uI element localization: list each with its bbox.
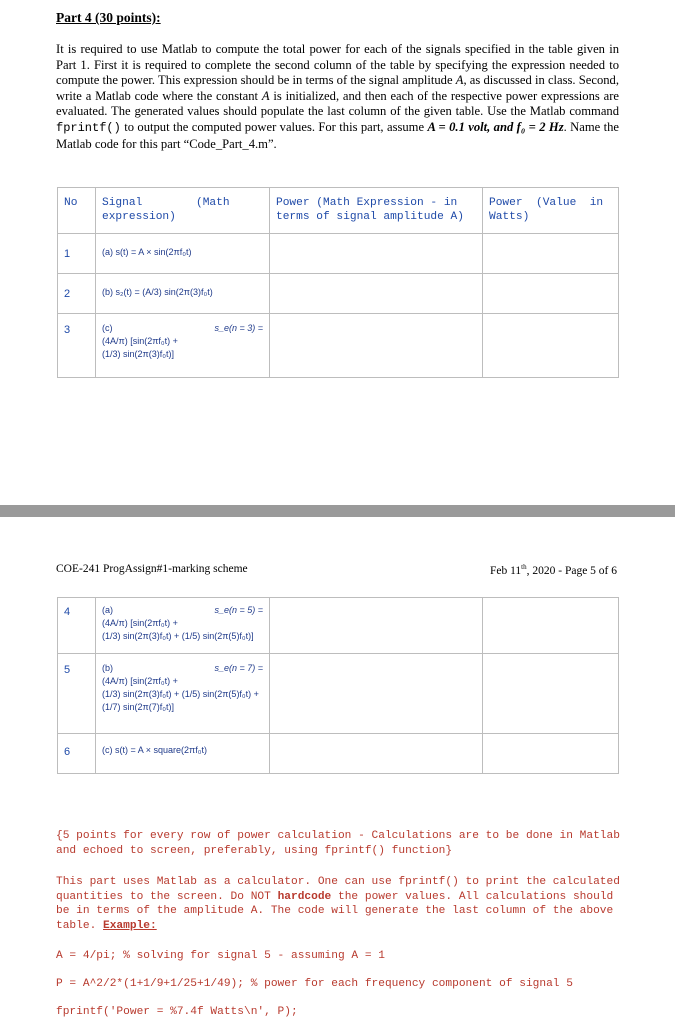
power-expression-cell[interactable] (270, 234, 483, 274)
power-expression-cell[interactable] (270, 314, 483, 378)
assumption-values: A = 0.1 volt, and f₀ = 2 Hz (427, 119, 564, 134)
signal-cell (96, 234, 270, 274)
table-row (58, 598, 619, 654)
signal-cell (96, 598, 270, 654)
power-value-cell[interactable] (483, 314, 619, 378)
signal-power-table-continued (57, 597, 619, 774)
signal-expression: (b) s₂(t) = (A/3) sin(2π(3)f₀t) (102, 287, 213, 297)
row-number: 2 (58, 274, 96, 314)
footer-date-suffix: th (521, 563, 527, 571)
table-row (58, 274, 619, 314)
signal-cell (96, 314, 270, 378)
table-row (58, 234, 619, 274)
row-number: 3 (58, 314, 96, 378)
footer-date-page (490, 563, 617, 577)
calculation-note (56, 875, 621, 933)
signal-expression: (4A/π) [sin(2πf₀t) + (102, 336, 178, 346)
power-expression-cell[interactable] (270, 734, 483, 774)
points-note: {5 points for every row of power calculation - Calculations are to be done in Matlab and echoed to screen, preferably, using fprintf() function} (56, 830, 620, 857)
signal-expression: (1/3) sin(2π(3)f₀t) + (1/5) sin(2π(5)f₀t) + (102, 689, 259, 699)
power-value-cell[interactable] (483, 234, 619, 274)
code-line-1: A = 4/pi; % solving for signal 5 - assuming A = 1 (56, 950, 385, 962)
amplitude-symbol: A (455, 73, 464, 88)
header-power-value: Power (Value in Watts) (483, 188, 619, 234)
document-page-5-top (0, 0, 675, 505)
amplitude-symbol: A (261, 88, 270, 103)
signal-expression: (1/3) sin(2π(3)f₀t) + (1/5) sin(2π(5)f₀t)] (102, 631, 254, 641)
code-line-3: fprintf('Power = %7.4f Watts\n', P); (56, 1006, 298, 1018)
power-value-cell[interactable] (483, 734, 619, 774)
signal-expression: (a) s(t) = A × sin(2πf₀t) (102, 247, 192, 257)
row-number: 5 (58, 654, 96, 734)
power-expression-cell[interactable] (270, 598, 483, 654)
document-page-5-bottom (0, 517, 675, 1024)
intro-text: It is required to use Matlab to compute the total power for each of the signals specified in the table given in Part 1. First it is required to complete the second column of the table by specifying the expression needed to compute the power. This expression should be in terms of the signal amplitude (56, 42, 619, 88)
intro-text: to output the computed power values. For this part, assume (120, 119, 428, 134)
footer-course: COE-241 ProgAssign#1-marking scheme (56, 563, 248, 575)
table-row (58, 654, 619, 734)
signal-cell (96, 274, 270, 314)
table-row (58, 314, 619, 378)
power-expression-cell[interactable] (270, 654, 483, 734)
row-number: 6 (58, 734, 96, 774)
power-value-cell[interactable] (483, 654, 619, 734)
harmonic-count: s_e(n = 7) = (214, 663, 263, 673)
intro-text: , as discussed in class. Second, write a Matlab code where the constant (56, 73, 619, 103)
header-power-expression: Power (Math Expression - in terms of signal amplitude A) (270, 188, 483, 234)
signal-cell (96, 654, 270, 734)
header-signal: Signal (Math expression) (96, 188, 270, 234)
header-no: No (58, 188, 96, 234)
harmonic-count: s_e(n = 5) = (214, 605, 263, 615)
signal-expression: (c) s(t) = A × square(2πf₀t) (102, 745, 207, 755)
table-row (58, 734, 619, 774)
power-expression-cell[interactable] (270, 274, 483, 314)
table-header-row (58, 188, 619, 234)
signal-expression: (1/3) sin(2π(3)f₀t)] (102, 349, 174, 359)
signal-expression: (b) (102, 663, 113, 673)
code-line-2: P = A^2/2*(1+1/9+1/25+1/49); % power for each frequency component of signal 5 (56, 978, 573, 990)
footer-date: Feb 11 (489, 564, 522, 577)
example-label: Example: (103, 919, 157, 932)
power-value-cell[interactable] (483, 598, 619, 654)
calculation-note-text: the power values. All calculations should be in terms of the amplitude A. The code will generate the last column of the above table. (56, 890, 614, 932)
signal-expression: (c) (102, 323, 113, 333)
row-number: 4 (58, 598, 96, 654)
hardcode-emphasis: hardcode (277, 890, 332, 903)
intro-paragraph (56, 42, 619, 152)
signal-expression: (4A/π) [sin(2πf₀t) + (102, 676, 178, 686)
power-value-cell[interactable] (483, 274, 619, 314)
signal-expression: (4A/π) [sin(2πf₀t) + (102, 618, 178, 628)
page-separator (0, 505, 675, 517)
calculation-note-text: This part uses Matlab as a calculator. One can use fprintf() to print the calculated quantities to the screen. Do NOT (56, 876, 620, 903)
fprintf-command: fprintf() (56, 120, 121, 135)
signal-expression: (1/7) sin(2π(7)f₀t)] (102, 702, 174, 712)
intro-text: . Name the Matlab code for this part “Code_Part_4.m”. (56, 119, 619, 151)
signal-cell (96, 734, 270, 774)
signal-power-table (57, 187, 619, 378)
footer-page-number: , 2020 - Page 5 of 6 (526, 564, 617, 577)
signal-expression: (a) (102, 605, 113, 615)
harmonic-count: s_e(n = 3) = (214, 323, 263, 333)
intro-text: is initialized, and then each of the respective power expressions are evaluated. The generated values should populate the last column of the given table. Use the Matlab command (56, 88, 619, 119)
row-number: 1 (58, 234, 96, 274)
part-heading: Part 4 (30 points): (56, 10, 161, 25)
